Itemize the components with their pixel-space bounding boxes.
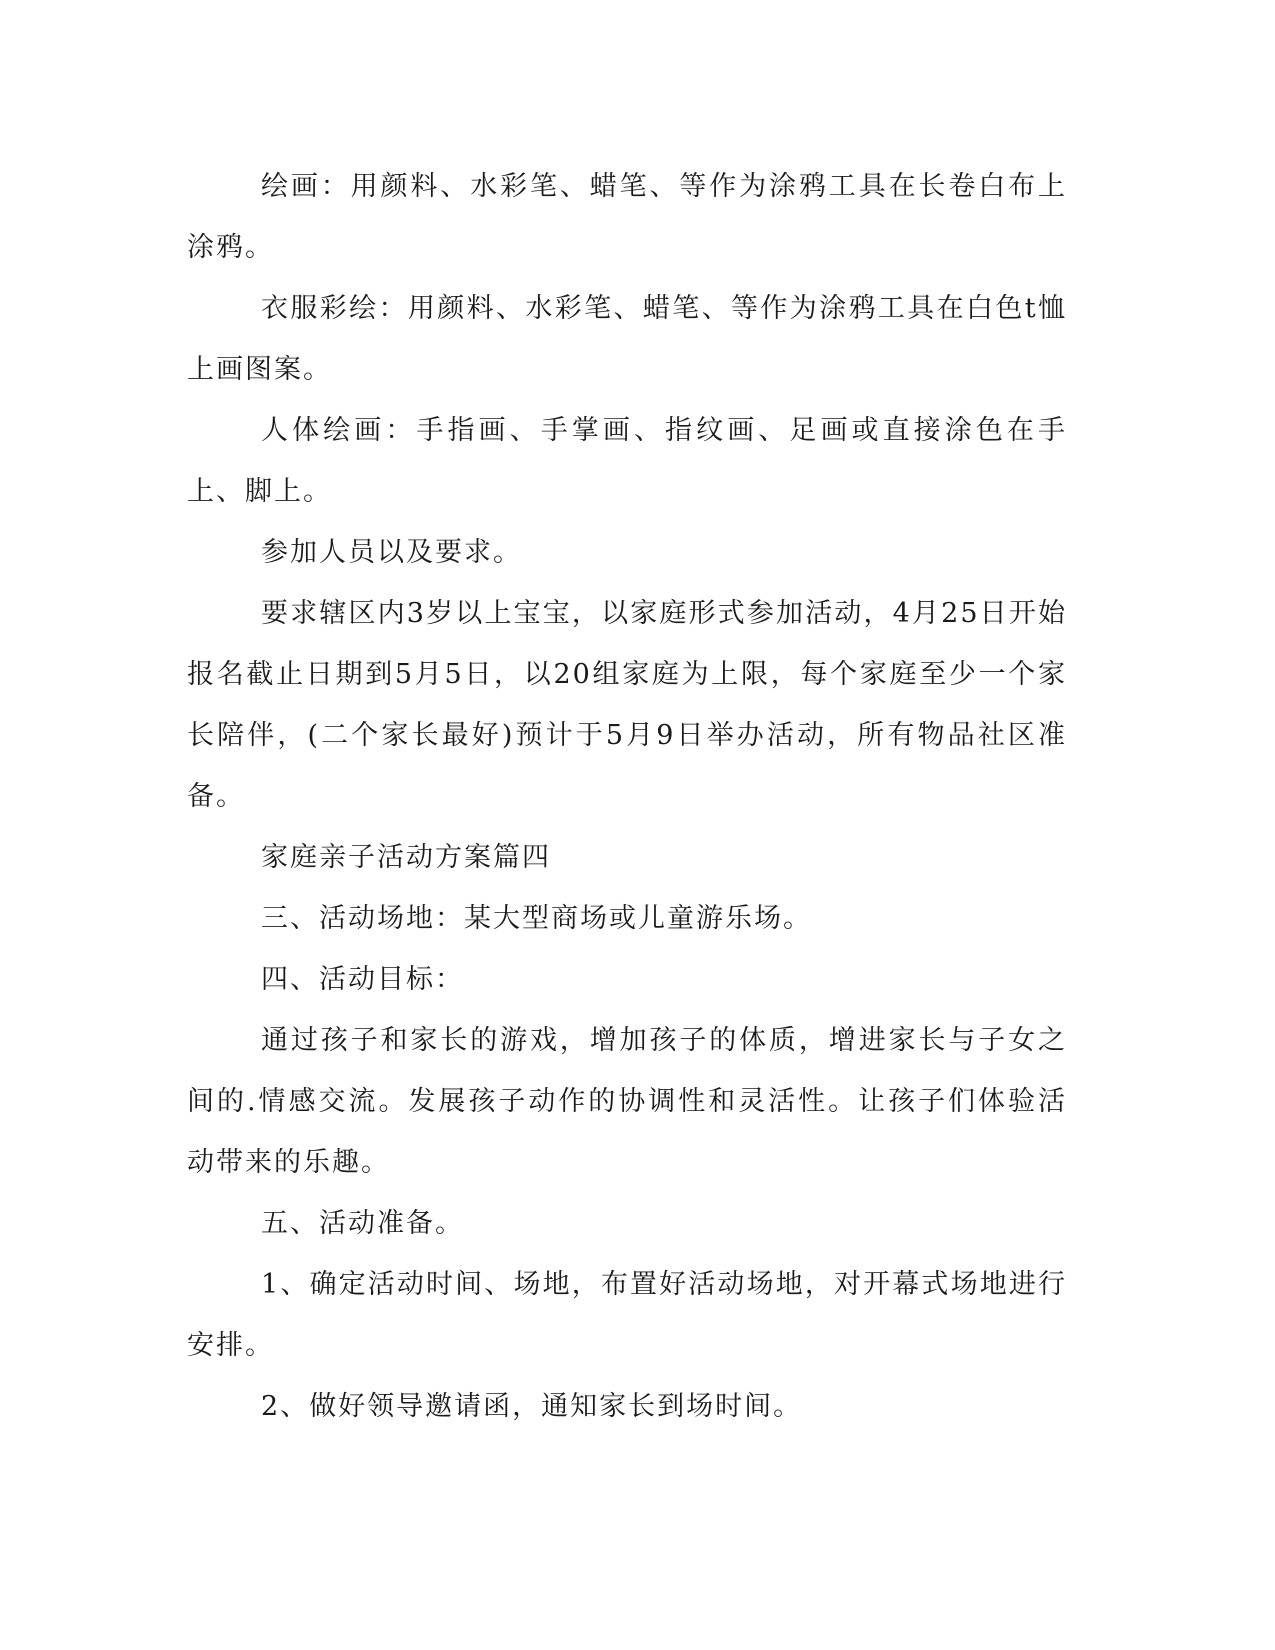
- document-body: [187, 156, 1067, 1437]
- paragraph-goals: 通过孩子和家长的游戏，增加孩子的体质，增进家长与子女之间的.情感交流。发展孩子动作的协调性和灵活性。让孩子们体验活动带来的乐趣。: [187, 1025, 1067, 1178]
- section-title: 家庭亲子活动方案篇四: [261, 842, 551, 873]
- paragraph-venue: 三、活动场地：某大型商场或儿童游乐场。: [261, 903, 812, 934]
- paragraph-preparation-2: 2、做好领导邀请函，通知家长到场时间。: [261, 1391, 803, 1422]
- paragraph-painting: 绘画：用颜料、水彩笔、蜡笔、等作为涂鸦工具在长卷白布上涂鸦。: [187, 171, 1067, 263]
- paragraph-requirements: 要求辖区内3岁以上宝宝，以家庭形式参加活动，4月25日开始报名截止日期到5月5日，以20组家庭为上限，每个家庭至少一个家长陪伴，(二个家长最好)预计于5月9日举办活动，所有物品社区准备。: [187, 598, 1067, 812]
- paragraph-preparation-heading: 五、活动准备。: [261, 1208, 464, 1239]
- paragraph-participants-heading: 参加人员以及要求。: [261, 537, 522, 568]
- paragraph-body-painting: 人体绘画：手指画、手掌画、指纹画、足画或直接涂色在手上、脚上。: [187, 415, 1067, 507]
- paragraph-goals-heading: 四、活动目标：: [261, 964, 464, 995]
- paragraph-clothes-painting: 衣服彩绘：用颜料、水彩笔、蜡笔、等作为涂鸦工具在白色t恤上画图案。: [187, 293, 1067, 385]
- paragraph-preparation-1: 1、确定活动时间、场地，布置好活动场地，对开幕式场地进行安排。: [187, 1269, 1067, 1361]
